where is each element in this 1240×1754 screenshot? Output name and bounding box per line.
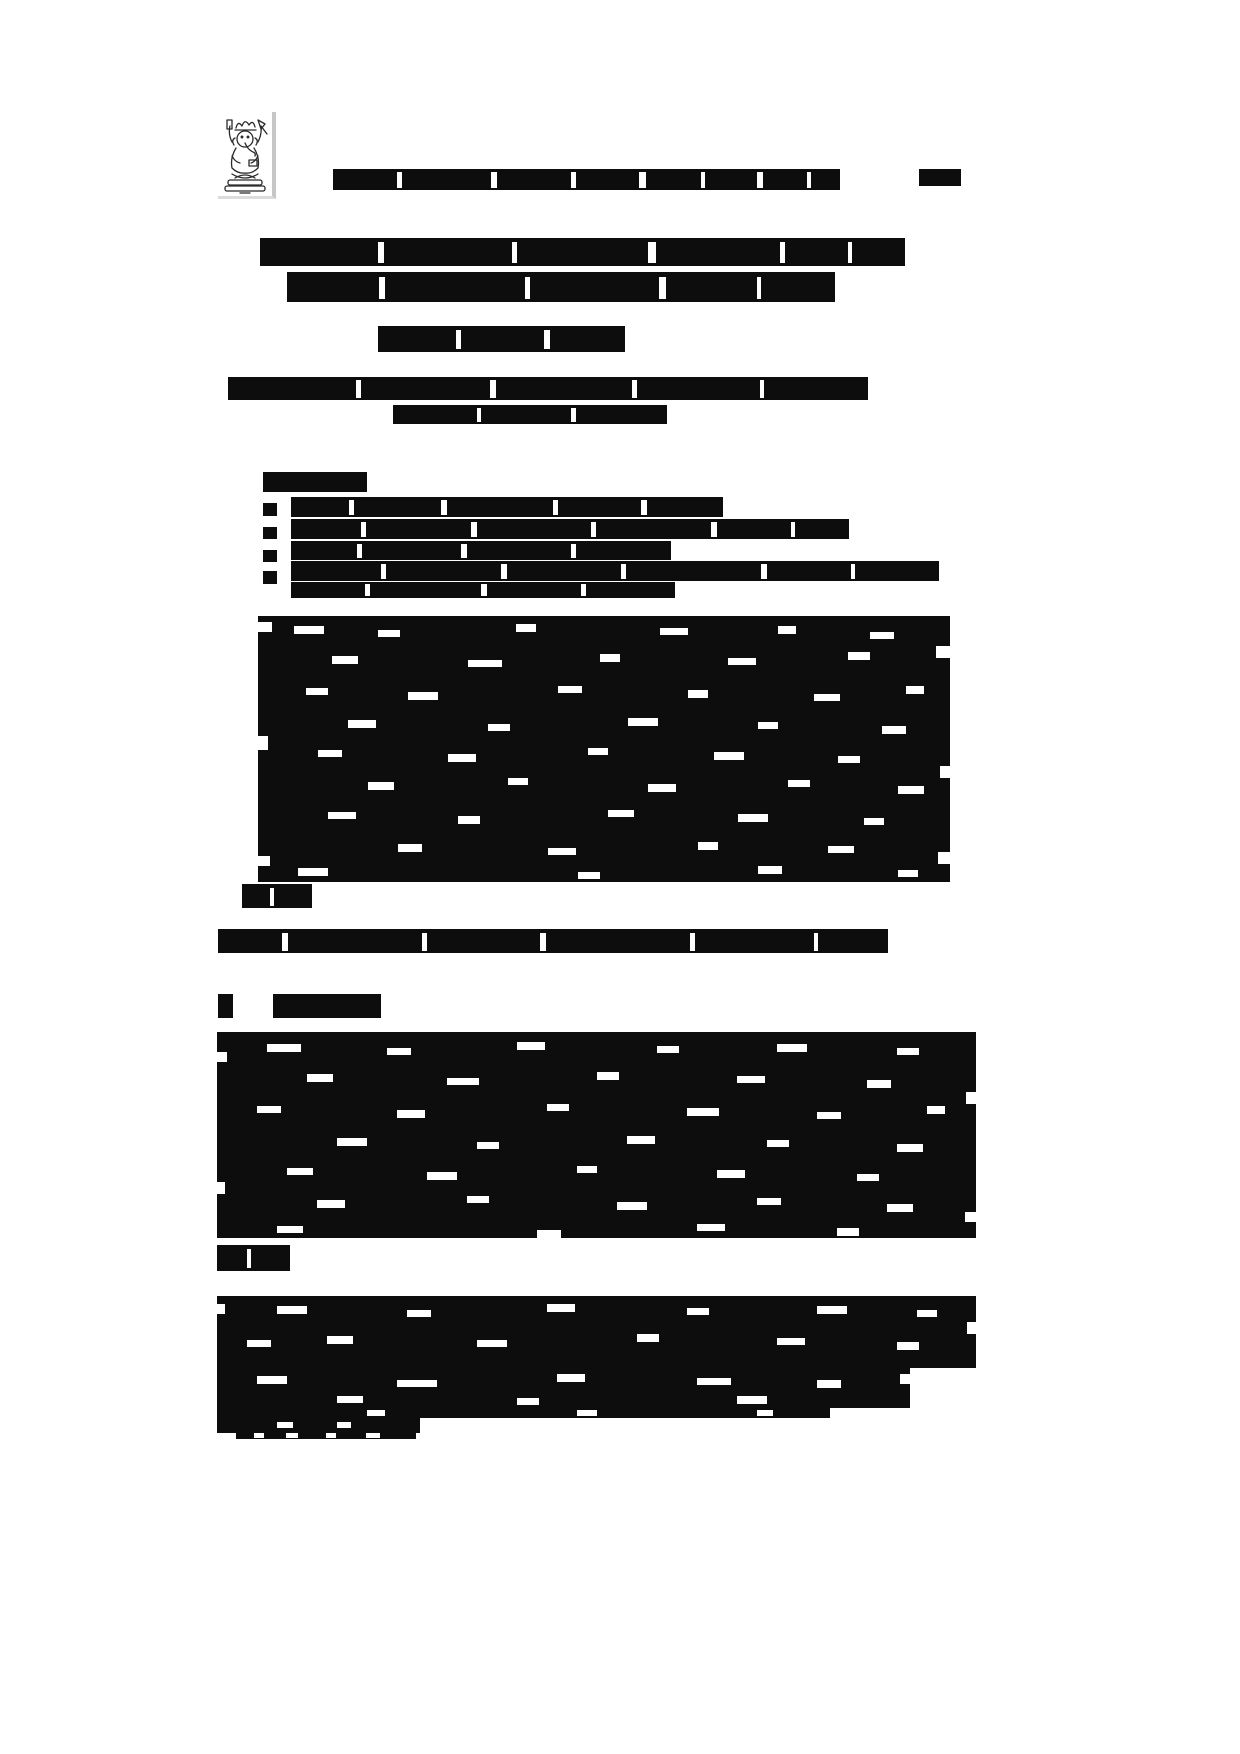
pixel-hole [898, 786, 924, 794]
pixel-hole [697, 1378, 731, 1385]
pixel-hole [967, 1322, 976, 1334]
pixel-hole [608, 810, 634, 817]
abstract-label [263, 472, 367, 492]
paragraph-2-block-row-1 [217, 1296, 976, 1368]
word-gap [490, 380, 496, 397]
word-gap [659, 277, 666, 300]
pixel-hole [906, 686, 924, 694]
keywords-line [218, 929, 888, 953]
word-gap [632, 380, 637, 397]
pixel-hole [578, 872, 600, 879]
itb-ganesha-logo [218, 112, 272, 196]
page-number [919, 169, 961, 186]
pixel-hole [427, 1172, 457, 1180]
pixel-hole [657, 1046, 679, 1053]
word-gap [349, 500, 354, 515]
pixel-hole [777, 1044, 807, 1052]
word-gap [791, 522, 795, 537]
word-gap [282, 933, 288, 951]
pixel-hole [367, 1410, 385, 1416]
pixel-hole [337, 1138, 367, 1146]
bullet-2-marker [263, 527, 277, 539]
pixel-hole [332, 656, 358, 664]
pixel-hole [258, 622, 272, 632]
word-gap [461, 544, 467, 558]
word-gap [571, 172, 576, 188]
word-gap [397, 172, 402, 188]
pixel-hole [337, 1396, 363, 1403]
word-gap [254, 1433, 264, 1438]
pixel-hole [936, 646, 950, 658]
pixel-hole [257, 1376, 287, 1384]
pixel-hole [328, 812, 356, 819]
bullet-3-marker [263, 550, 277, 562]
pixel-hole [577, 1166, 597, 1173]
pixel-hole [897, 1342, 919, 1350]
word-gap [757, 277, 761, 300]
pixel-hole [387, 1048, 411, 1055]
pixel-hole [397, 1380, 437, 1387]
pixel-hole [788, 780, 810, 787]
pixel-hole [897, 1048, 919, 1055]
affiliation-line-2 [393, 405, 667, 424]
pixel-hole [660, 628, 688, 635]
word-gap [422, 933, 427, 951]
pixel-hole [548, 848, 576, 855]
author-line [378, 326, 625, 352]
word-gap [814, 933, 818, 951]
word-gap [512, 242, 517, 263]
pixel-hole [318, 750, 342, 757]
journal-header-line [333, 169, 840, 190]
bullet-2-line [291, 519, 849, 539]
pixel-hole [817, 1112, 841, 1119]
pixel-hole [294, 626, 324, 634]
word-gap [581, 584, 586, 596]
word-gap [365, 584, 370, 596]
word-gap [701, 172, 705, 188]
word-gap [571, 408, 576, 422]
word-gap [780, 242, 785, 263]
bullet-1-line [291, 497, 723, 517]
pixel-hole [477, 1142, 499, 1149]
word-gap [621, 564, 626, 579]
word-gap [591, 522, 596, 537]
intro-paragraph-block [217, 1032, 976, 1238]
word-gap [540, 933, 546, 951]
word-gap [381, 564, 386, 579]
pixel-hole [628, 718, 658, 726]
word-gap [361, 522, 366, 537]
affiliation-line-1 [228, 377, 868, 400]
pixel-hole [488, 724, 510, 731]
pixel-hole [687, 1308, 709, 1315]
intro-last-line-fragment [217, 1245, 290, 1271]
title-line-2 [287, 272, 835, 302]
pixel-hole [897, 1144, 923, 1152]
bullet-3-line [291, 541, 671, 560]
pixel-hole [477, 1340, 507, 1347]
pixel-hole [617, 1202, 647, 1210]
pixel-hole [397, 1110, 425, 1118]
pixel-hole [837, 1228, 859, 1236]
pixel-hole [298, 868, 328, 876]
pixel-hole [728, 658, 756, 665]
paragraph-2-block-row-3 [217, 1408, 830, 1418]
pixel-hole [508, 778, 528, 785]
word-gap [491, 172, 497, 188]
section-number [218, 994, 233, 1018]
word-gap [456, 330, 461, 350]
pixel-hole [558, 686, 582, 693]
pixel-hole [938, 852, 950, 864]
pixel-hole [757, 1198, 781, 1205]
pixel-hole [688, 690, 708, 698]
pixel-hole [714, 752, 744, 760]
pixel-hole [870, 632, 894, 639]
pixel-hole [258, 736, 268, 750]
pixel-hole [517, 1042, 545, 1050]
pixel-hole [217, 1304, 225, 1314]
word-gap [757, 172, 763, 188]
pixel-hole [458, 816, 480, 824]
pixel-hole [637, 1334, 659, 1342]
pixel-hole [337, 1422, 351, 1428]
pixel-hole [887, 1204, 913, 1212]
pixel-hole [398, 844, 422, 852]
pixel-hole [927, 1106, 945, 1114]
bullet-4-marker [263, 571, 277, 584]
word-gap [481, 584, 487, 596]
pixel-hole [257, 1106, 281, 1113]
word-gap [641, 500, 647, 515]
pixel-hole [600, 654, 620, 662]
pixel-hole [817, 1306, 847, 1314]
pixel-hole [547, 1304, 575, 1312]
title-line-1 [260, 238, 905, 266]
pixel-hole [277, 1226, 303, 1233]
word-gap [553, 500, 558, 515]
word-gap [356, 380, 361, 397]
pixel-hole [757, 1410, 773, 1416]
paragraph-2-block-row-2 [217, 1368, 910, 1408]
word-gap [366, 1433, 380, 1438]
word-gap [544, 330, 550, 350]
word-gap [501, 564, 507, 579]
abstract-last-line-fragment [242, 884, 312, 908]
pixel-hole [882, 726, 906, 734]
word-gap [326, 1433, 336, 1438]
word-gap [761, 564, 767, 579]
pixel-hole [857, 1174, 879, 1181]
bullet-4-line-2 [291, 582, 675, 598]
pixel-hole [537, 1230, 561, 1238]
pixel-hole [900, 1374, 910, 1384]
pixel-hole [828, 846, 854, 853]
pixel-hole [408, 692, 438, 700]
pixel-hole [448, 754, 476, 762]
pixel-hole [698, 842, 718, 850]
word-gap [270, 888, 274, 906]
pixel-hole [778, 626, 796, 634]
pixel-hole [277, 1422, 293, 1428]
word-gap [379, 277, 385, 300]
pixel-hole [767, 1140, 789, 1147]
pixel-hole [407, 1310, 431, 1317]
pixel-hole [814, 694, 840, 701]
pixel-hole [258, 856, 270, 866]
paragraph-2-speck-row [236, 1432, 416, 1439]
pixel-hole [687, 1108, 719, 1116]
word-gap [357, 544, 362, 558]
pixel-hole [588, 748, 608, 755]
word-gap [639, 172, 646, 188]
pixel-hole [758, 722, 778, 729]
pixel-hole [697, 1224, 725, 1231]
pixel-hole [627, 1136, 655, 1144]
pixel-hole [247, 1340, 271, 1347]
pixel-hole [838, 756, 860, 763]
pixel-hole [287, 1168, 313, 1175]
pixel-hole [817, 1380, 841, 1388]
pixel-hole [848, 652, 870, 660]
pixel-hole [307, 1074, 333, 1082]
pixel-hole [864, 818, 884, 825]
pixel-hole [940, 766, 950, 778]
word-gap [247, 1249, 251, 1269]
pixel-hole [737, 1396, 767, 1404]
logo-box [218, 112, 276, 199]
word-gap [477, 408, 481, 422]
pixel-hole [758, 866, 782, 874]
pixel-hole [306, 688, 328, 695]
pixel-hole [277, 1306, 307, 1314]
paragraph-2-tail [217, 1418, 420, 1433]
pixel-hole [577, 1410, 597, 1416]
pixel-hole [467, 1196, 489, 1203]
pixel-hole [597, 1072, 619, 1080]
pixel-hole [777, 1338, 805, 1345]
abstract-paragraph-block [258, 616, 950, 882]
word-gap [286, 1433, 298, 1438]
pixel-hole [867, 1080, 891, 1088]
bullet-1-marker [263, 503, 277, 516]
section-heading [273, 994, 381, 1018]
word-gap [525, 277, 530, 300]
pixel-hole [966, 1092, 976, 1104]
pixel-hole [468, 660, 502, 667]
word-gap [441, 500, 447, 515]
word-gap [690, 933, 695, 951]
pixel-hole [717, 1170, 745, 1178]
pixel-hole [267, 1044, 301, 1052]
pixel-hole [517, 1398, 539, 1405]
pixel-hole [898, 870, 918, 877]
pixel-hole [317, 1200, 345, 1208]
word-gap [851, 564, 855, 579]
pixel-hole [217, 1182, 225, 1194]
pixel-hole [368, 782, 394, 790]
word-gap [711, 522, 717, 537]
pixel-hole [348, 720, 376, 728]
pixel-hole [327, 1336, 353, 1344]
pixel-hole [378, 630, 400, 637]
pixel-hole [547, 1104, 569, 1111]
word-gap [378, 242, 384, 263]
word-gap [848, 242, 852, 263]
pixel-hole [965, 1212, 976, 1222]
pixel-hole [557, 1374, 585, 1382]
word-gap [471, 522, 477, 537]
pixel-hole [917, 1310, 937, 1317]
pixel-hole [738, 814, 768, 822]
bullet-4-line [291, 561, 939, 581]
word-gap [648, 242, 656, 263]
word-gap [807, 172, 811, 188]
pixel-hole [648, 784, 676, 792]
pixel-hole [516, 624, 536, 632]
word-gap [571, 544, 576, 558]
pixel-hole [447, 1078, 479, 1085]
pixel-hole [737, 1076, 765, 1083]
pixel-hole [217, 1052, 227, 1062]
word-gap [760, 380, 764, 397]
